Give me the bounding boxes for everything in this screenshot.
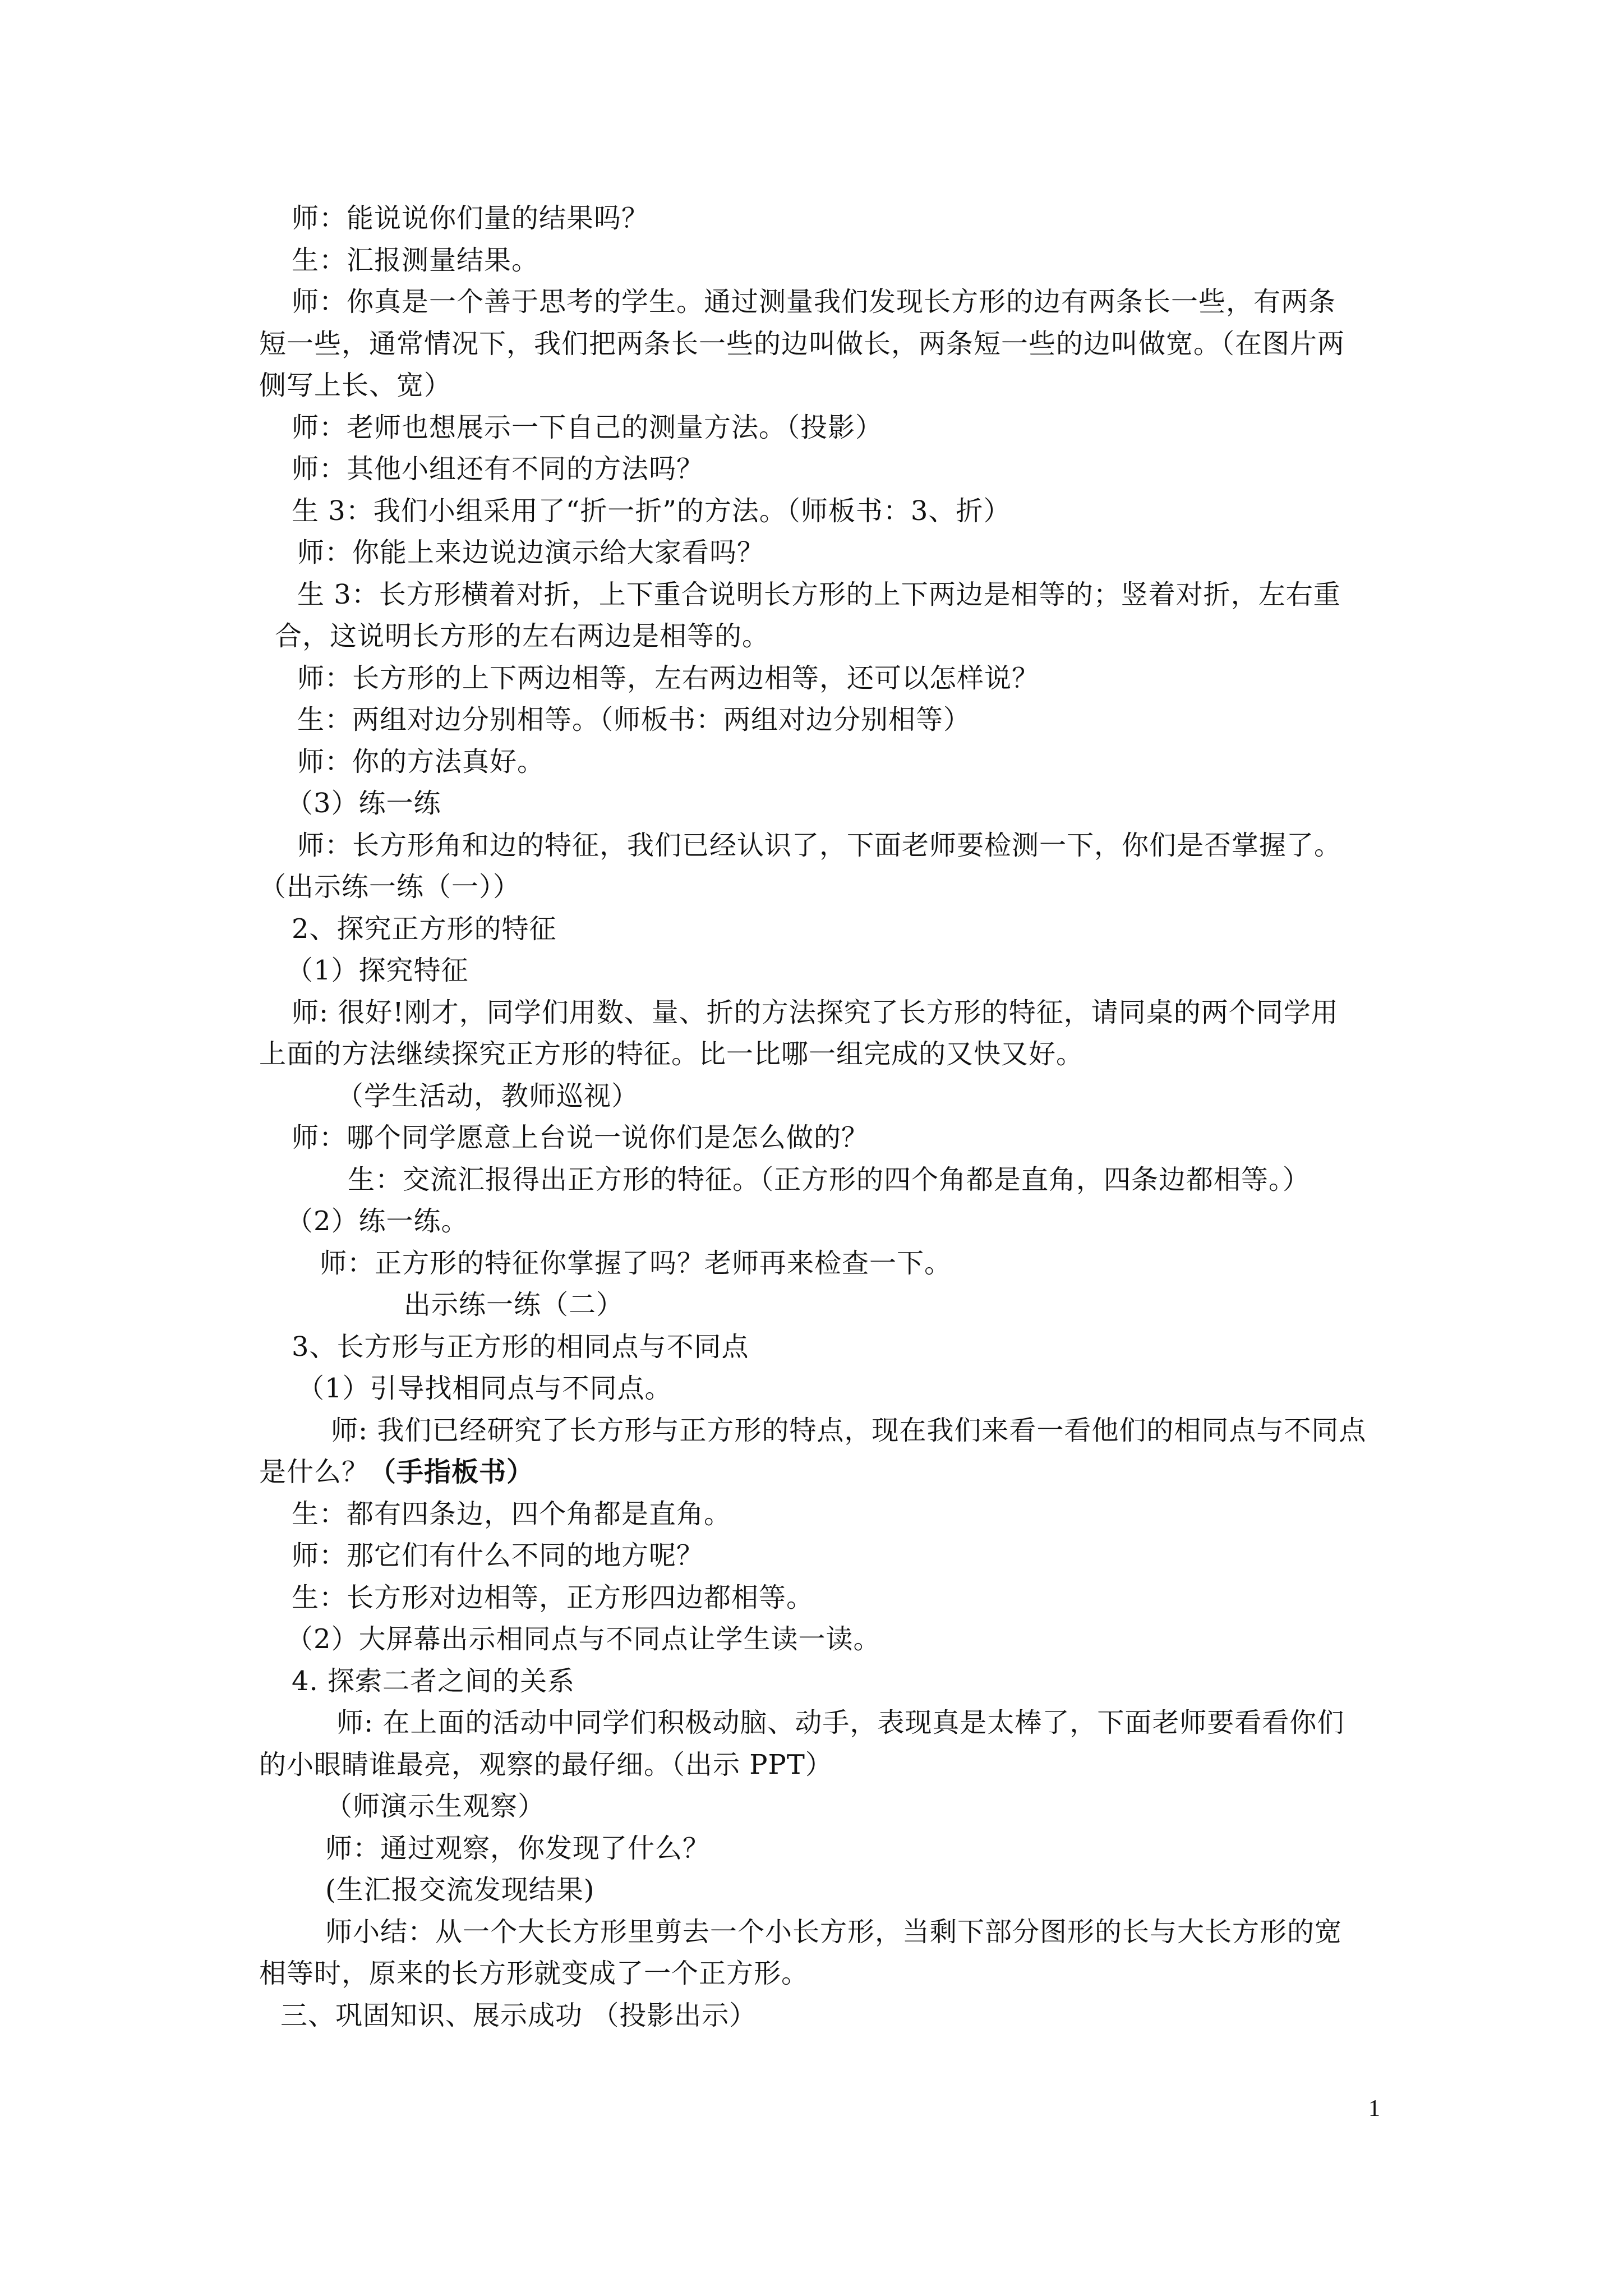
text-line: 师：长方形的上下两边相等，左右两边相等，还可以怎样说？ (297, 662, 1040, 694)
text-line: 生：都有四条边，四个角都是直角。 (292, 1498, 732, 1530)
text-segment: 是什么？ (259, 1456, 370, 1488)
text-line: 生：交流汇报得出正方形的特征。（正方形的四个角都是直角，四条边都相等。） (348, 1163, 1311, 1195)
text-line: （出示练一练（一）） (259, 871, 521, 903)
text-line: 短一些，通常情况下，我们把两条长一些的边叫做长，两条短一些的边叫做宽。（在图片两 (259, 328, 1345, 360)
text-line: 师: 很好!刚才，同学们用数、量、折的方法探究了长方形的特征，请同桌的两个同学用 (292, 996, 1339, 1028)
text-line: 师: 我们已经研究了长方形与正方形的特点，现在我们来看一看他们的相同点与不同点 (331, 1414, 1367, 1446)
text-line-mixed (259, 1451, 1381, 1493)
text-line: 上面的方法继续探究正方形的特征。比一比哪一组完成的又快又好。 (259, 1038, 1084, 1070)
text-line: （1）引导找相同点与不同点。 (297, 1373, 672, 1404)
text-line: 生：两组对边分别相等。（师板书：两组对边分别相等） (297, 704, 971, 735)
text-line: （2）大屏幕出示相同点与不同点让学生读一读。 (286, 1623, 881, 1655)
text-line: 侧写上长、宽） (259, 370, 452, 401)
text-line: 的小眼睛谁最亮，观察的最仔细。（出示 PPT） (259, 1749, 833, 1780)
text-line: （2）练一练。 (286, 1205, 469, 1237)
text-line: 合，这说明长方形的左右两边是相等的。 (275, 620, 770, 652)
text-line: 生：汇报测量结果。 (292, 244, 540, 276)
text-line: 师：你能上来边说边演示给大家看吗？ (297, 537, 765, 568)
text-line: 3、长方形与正方形的相同点与不同点 (292, 1331, 749, 1363)
text-line: 2、探究正方形的特征 (292, 913, 557, 945)
text-line: 生：长方形对边相等，正方形四边都相等。 (292, 1581, 814, 1613)
text-line: 师：那它们有什么不同的地方呢？ (292, 1540, 704, 1571)
text-line: 师：你真是一个善于思考的学生。通过测量我们发现长方形的边有两条长一些，有两条 (292, 286, 1336, 318)
text-line: 生 3：长方形横着对折，上下重合说明长方形的上下两边是相等的；竖着对折，左右重 (297, 578, 1341, 610)
text-line: 师：正方形的特征你掌握了吗？老师再来检查一下。 (320, 1247, 952, 1279)
text-line: （3）练一练 (286, 788, 441, 819)
text-line: 师：老师也想展示一下自己的测量方法。（投影） (292, 411, 883, 443)
page-number: 1 (1368, 2096, 1380, 2122)
text-line: 师: 在上面的活动中同学们积极动脑、动手，表现真是太棒了，下面老师要看看你们 (336, 1707, 1345, 1738)
text-line: 三、巩固知识、展示成功 （投影出示） (280, 1999, 757, 2031)
text-line: 师小结：从一个大长方形里剪去一个小长方形，当剩下部分图形的长与大长方形的宽 (325, 1916, 1343, 1948)
text-line: 师：你的方法真好。 (297, 746, 545, 777)
text-line: 生 3：我们小组采用了“折一折”的方法。（师板书：3、折） (292, 495, 1011, 527)
text-line: 师：通过观察，你发现了什么？ (325, 1832, 711, 1864)
text-line: 师：长方形角和边的特征，我们已经认识了，下面老师要检测一下，你们是否掌握了。 (297, 829, 1342, 861)
text-line: (生汇报交流发现结果) (325, 1874, 595, 1906)
text-line: 4. 探索二者之间的关系 (292, 1665, 575, 1697)
document-body (259, 197, 1381, 2036)
text-line: 出示练一练（二） (404, 1289, 624, 1320)
text-line: 相等时，原来的长方形就变成了一个正方形。 (259, 1958, 809, 1989)
text-line: 师：哪个同学愿意上台说一说你们是怎么做的？ (292, 1122, 869, 1153)
bold-note: （手指板书） (369, 1456, 534, 1488)
text-line: （1）探究特征 (286, 955, 469, 986)
text-line: （师演示生观察） (325, 1791, 546, 1822)
text-line: 师：其他小组还有不同的方法吗？ (292, 453, 704, 485)
text-line: 师：能说说你们量的结果吗？ (292, 203, 649, 234)
text-line: （学生活动，教师巡视） (336, 1080, 639, 1112)
